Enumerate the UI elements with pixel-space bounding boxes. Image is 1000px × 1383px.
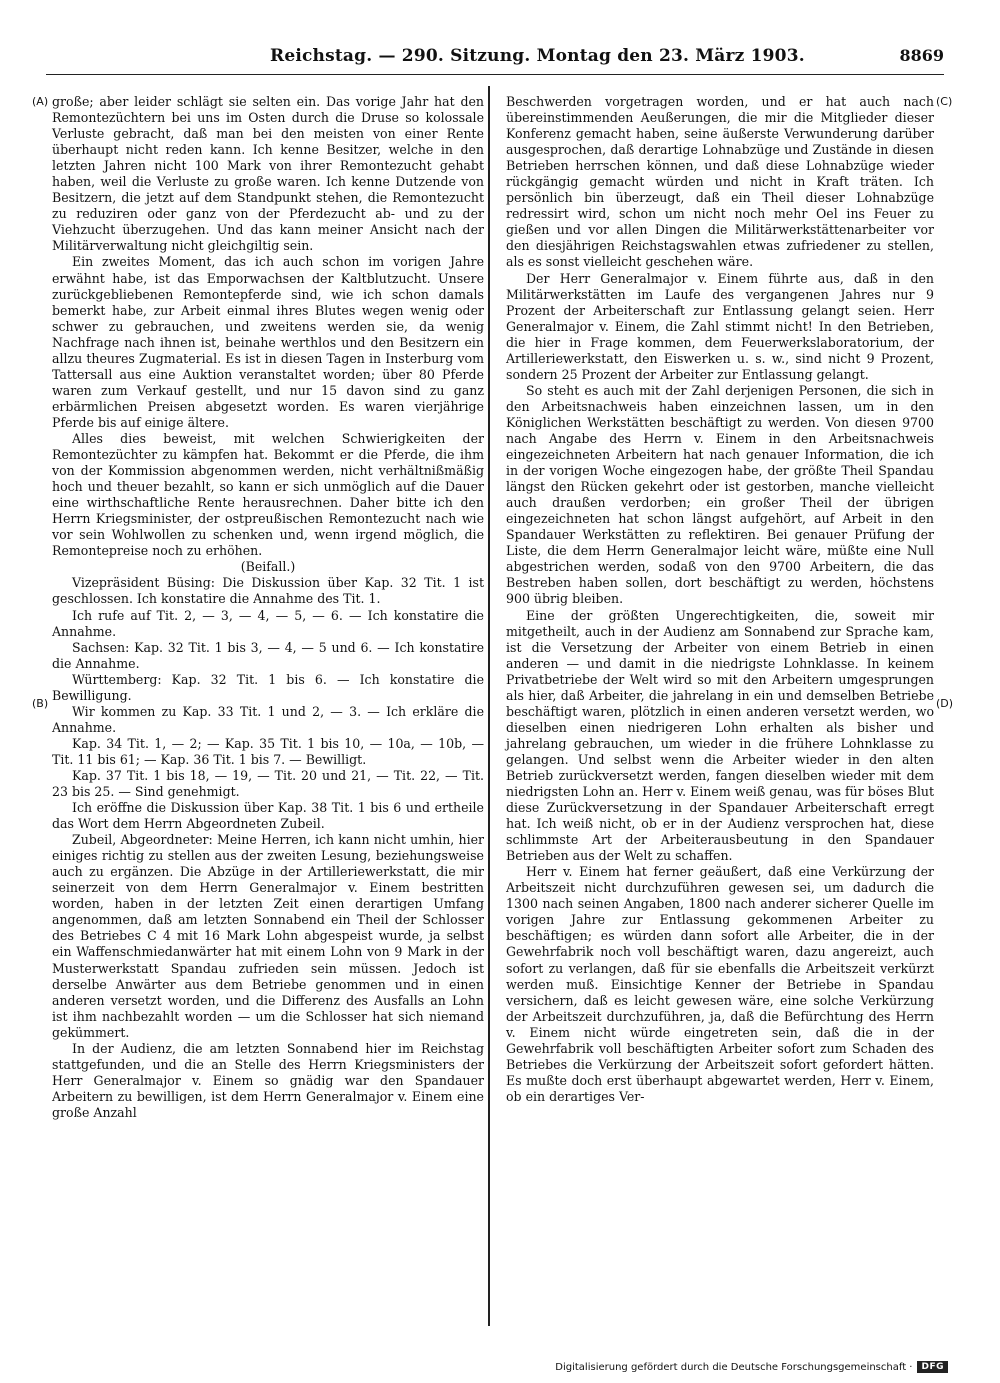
paragraph: Alles dies beweist, mit welchen Schwierigkeiten der Remontezüchter zu kämpfen hat. Bekommt er die Pferde, die ihm von der Kommission abgenommen werden, nicht verhältnißmäßig hoch und theuer bezahlt, so kann er sich unmöglich auf die Dauer eine wirthschaftliche Rente herausrechnen. Daher bitte ich den Herrn Kriegsminister, der ostpreußischen Remontezucht nach wie vor sein Wohlwollen zu schenken und, wenn irgend möglich, die Remontepreise noch zu erhöhen. bbox=[52, 430, 484, 559]
paragraph: Eine der größten Ungerechtigkeiten, die, soweit mir mitgetheilt, auch in der Audienz am Sonnabend zur Sprache kam, ist die Versetzung der Arbeiter von einem Betrieb in einen anderen — und damit in die niedrigste Lohnklasse. In keinem Privatbetriebe der Welt wird so mit den Arbeitern umgesprungen als hier, daß Arbeiter, die jahrelang in ein und demselben Betriebe beschäftigt waren, plötzlich in einen anderen versetzt werden, wo dieselben einen niedrigeren Lohn erhalten als bisher und jahrelang gebrauchen, um wieder in die frühere Lohnklasse zu gelangen. Und selbst wenn die Arbeiter wieder in den alten Betrieb zurückversetzt werden, fangen dieselben wieder mit dem niedrigsten Lohn an. Herr v. Einem weiß genau, was für böses Blut diese Zurückversetzung in der Spandauer Arbeiterschaft erregt hat. Ich weiß nicht, ob er in der Audienz versprochen hat, diese schlimmste Art der Arbeiterausbeutung in den Spandauer Betrieben aus der Welt zu schaffen. bbox=[506, 607, 934, 864]
column-divider bbox=[488, 86, 490, 1326]
footer-text: Digitalisierung gefördert durch die Deutsche Forschungsgemeinschaft · bbox=[555, 1361, 913, 1373]
paragraph: große; aber leider schlägt sie selten ein. Das vorige Jahr hat den Remontezüchtern bei uns im Osten durch die Druse so kolossale Verluste gebracht, daß man bei den meisten von einer Rente überhaupt nicht reden kann. Ich kenne Besitzer, welche in den letzten Jahren nicht 100 Mark von ihrer Remontezucht gehabt haben, weil die Verluste zu große waren. Ich kenne Dutzende von Besitzern, die jetzt auf dem Standpunkt stehen, die Remontezucht zu reduziren oder ganz von der Pferdezucht ab- und zu der Viehzucht überzugehen. Und das kann meiner Ansicht nach der Militärverwaltung nicht gleichgiltig sein. bbox=[52, 94, 484, 254]
paragraph: So steht es auch mit der Zahl derjenigen Personen, die sich in den Arbeitsnachweis haben einzeichnen lassen, um in den Königlichen Werkstätten beschäftigt zu werden. Von diesen 9700 nach Angabe des Herrn v. Einem in den Arbeitsnachweis eingezeichneten Arbeitern hat nach genauer Information, die ich in der vorigen Woche eingezogen habe, der größte Theil Spandau längst den Rücken gekehrt oder ist gestorben, manche vielleicht auch draußen verdorben; ein großer Theil der übrigen eingezeichneten hat schon längst aufgehört, auf Arbeit in den Spandauer Werkstätten zu reflektiren. Bei genauer Prüfung der Liste, die dem Herrn Generalmajor leicht wäre, müßte eine Null abgestrichen werden, sodaß von den 9700 Arbeitern, die das Bestreben haben sollen, dort beschäftigt zu werden, höchstens 900 übrig bleiben. bbox=[506, 382, 934, 607]
paragraph: Kap. 37 Tit. 1 bis 18, — 19, — Tit. 20 und 21, — Tit. 22, — Tit. 23 bis 25. — Sind genehmigt. bbox=[52, 767, 484, 800]
paragraph: Der Herr Generalmajor v. Einem führte aus, daß in den Militärwerkstätten im Laufe des vergangenen Jahres nur 9 Prozent der Arbeiterschaft zur Entlassung gelangt seien. Herr Generalmajor v. Einem, die Zahl stimmt nicht! In den Betrieben, die hier in Frage kommen, dem Feuerwerkslaboratorium, der Artilleriewerkstatt, den Eiswerken u. s. w., sind nicht 9 Prozent, sondern 25 Prozent der Arbeiter zur Entlassung gelangt. bbox=[506, 270, 934, 382]
paragraph: Ich eröffne die Diskussion über Kap. 38 Tit. 1 bis 6 und ertheile das Wort dem Herrn Abgeordneten Zubeil. bbox=[52, 800, 484, 832]
paragraph: Sachsen: Kap. 32 Tit. 1 bis 3, — 4, — 5 und 6. — Ich konstatire die Annahme. bbox=[52, 639, 484, 671]
left-column bbox=[52, 94, 484, 1121]
paragraph: Herr v. Einem hat ferner geäußert, daß eine Verkürzung der Arbeitszeit nicht durchzuführen gewesen sei, um dadurch die 1300 nach seinen Angaben, 1800 nach anderer sicherer Quelle im vorigen Jahre zur Entlassung gekommenen Arbeiter zu beschäftigen; es würden dann sofort alle Arbeiter, die in der Gewehrfabrik noch voll beschäftigt waren, dazu angereizt, auch sofort zu verlangen, daß für sie ebenfalls die Arbeitszeit verkürzt werden muß. Einsichtige Kenner der Betriebe in Spandau versichern, daß es leicht gewesen wäre, eine solche Verkürzung der Arbeitszeit durchzuführen, ja, daß die Befürchtung des Herrn v. Einem nicht würde eingetreten sein, daß die in der Gewehrfabrik voll beschäftigten Arbeiter sofort zum Schaden des Betriebes die Verkürzung der Arbeitszeit sofort gefordert hätten. Es mußte doch erst überhaupt abgewartet werden, Herr v. Einem, ob ein derartiges Ver- bbox=[506, 864, 934, 1104]
page-number: 8869 bbox=[899, 46, 944, 65]
paragraph: Beschwerden vorgetragen worden, und er hat auch nach übereinstimmenden Aeußerungen, die mir die Mitglieder dieser Konferenz gemacht haben, seine äußerste Verwunderung darüber ausgesprochen, daß derartige Lohnabzüge und Zustände in diesen Betrieben herrschen können, und daß diese Lohnabzüge wieder rückgängig gemacht würden und nicht in Kraft träten. Ich persönlich bin überzeugt, daß ein Theil dieser Lohnabzüge redressirt wird, schon um nicht noch mehr Oel ins Feuer zu gießen und vor allen Dingen die Militärwerkstättenarbeiter vor den diesjährigen Reichstagswahlen etwas zufriedener zu stellen, als es sonst vielleicht geschehen wäre. bbox=[506, 94, 934, 270]
paragraph: Ich rufe auf Tit. 2, — 3, — 4, — 5, — 6. — Ich konstatire die Annahme. bbox=[52, 607, 484, 639]
paragraph: Zubeil, Abgeordneter: Meine Herren, ich kann nicht umhin, hier einiges richtig zu stellen aus der zweiten Lesung, beziehungsweise auch zu ergänzen. Die Abzüge in der Artilleriewerkstatt, die mir seinerzeit von dem Herrn Generalmajor v. Einem bestritten worden, haben in der letzten Zeit einen derartigen Umfang angenommen, daß am letzten Sonnabend ein Theil der Schlosser des Betriebes C 4 mit 16 Mark Lohn abgespeist wurde, ja selbst ein Waffenschmiedanwärter hat mit einem Lohn von 9 Mark in der Musterwerkstatt Spandau zufrieden sein müssen. Jedoch ist derselbe Anwärter aus dem Betriebe genommen und in einen anderen versetzt worden, und die Differenz des Ausfalls an Lohn ist ihm nachbezahlt worden — um die Schlosser hat sich niemand gekümmert. bbox=[52, 832, 484, 1040]
paragraph: Vizepräsident Büsing: Die Diskussion über Kap. 32 Tit. 1 ist geschlossen. Ich konstatire die Annahme des Tit. 1. bbox=[52, 575, 484, 607]
paragraph: Kap. 34 Tit. 1, — 2; — Kap. 35 Tit. 1 bis 10, — 10a, — 10b, — Tit. 11 bis 61; — Kap. 36 Tit. 1 bis 7. — Bewilligt. bbox=[52, 735, 484, 767]
margin-marker-a: (A) bbox=[32, 95, 49, 108]
paragraph: In der Audienz, die am letzten Sonnabend hier im Reichstag stattgefunden, und die an Stelle des Herrn Kriegsministers der Herr Generalmajor v. Einem so gnädig war den Spandauer Arbeitern zu bewilligen, ist dem Herrn Generalmajor v. Einem eine große Anzahl bbox=[52, 1040, 484, 1120]
running-header: Reichstag. — 290. Sitzung. Montag den 23. März 1903. bbox=[270, 46, 805, 66]
paragraph: Wir kommen zu Kap. 33 Tit. 1 und 2, — 3. — Ich erkläre die Annahme. bbox=[52, 703, 484, 735]
dfg-logo-icon: DFG bbox=[917, 1361, 948, 1373]
paragraph: Württemberg: Kap. 32 Tit. 1 bis 6. — Ich konstatire die Bewilligung. bbox=[52, 671, 484, 703]
margin-marker-b: (B) bbox=[32, 697, 49, 710]
margin-marker-d: (D) bbox=[936, 697, 954, 710]
header-rule bbox=[46, 74, 944, 75]
margin-marker-c: (C) bbox=[936, 95, 953, 108]
paragraph: Ein zweites Moment, das ich auch schon im vorigen Jahre erwähnt habe, ist das Emporwachsen der Kaltblutzucht. Unsere zurückgebliebenen Remontepferde sind, wie ich schon damals bemerkt habe, zur Arbeit einmal ihres Blutes wegen wenig oder schwer zu gebrauchen, und zweitens werden sie, da wenig Nachfrage nach ihnen ist, beinahe werthlos und den Besitzern ein allzu theures Zugmaterial. Es ist in diesen Tagen in Insterburg vom Tattersall aus eine Auktion veranstaltet worden; über 80 Pferde waren zum Verkauf gestellt, und nur 15 davon sind zu ganz erbärmlichen Preisen abgesetzt worden. Es waren vierjährige Pferde bis auf einige ältere. bbox=[52, 254, 484, 430]
right-column bbox=[506, 94, 934, 1105]
paragraph: (Beifall.) bbox=[240, 559, 296, 575]
digitization-credit bbox=[555, 1361, 948, 1373]
